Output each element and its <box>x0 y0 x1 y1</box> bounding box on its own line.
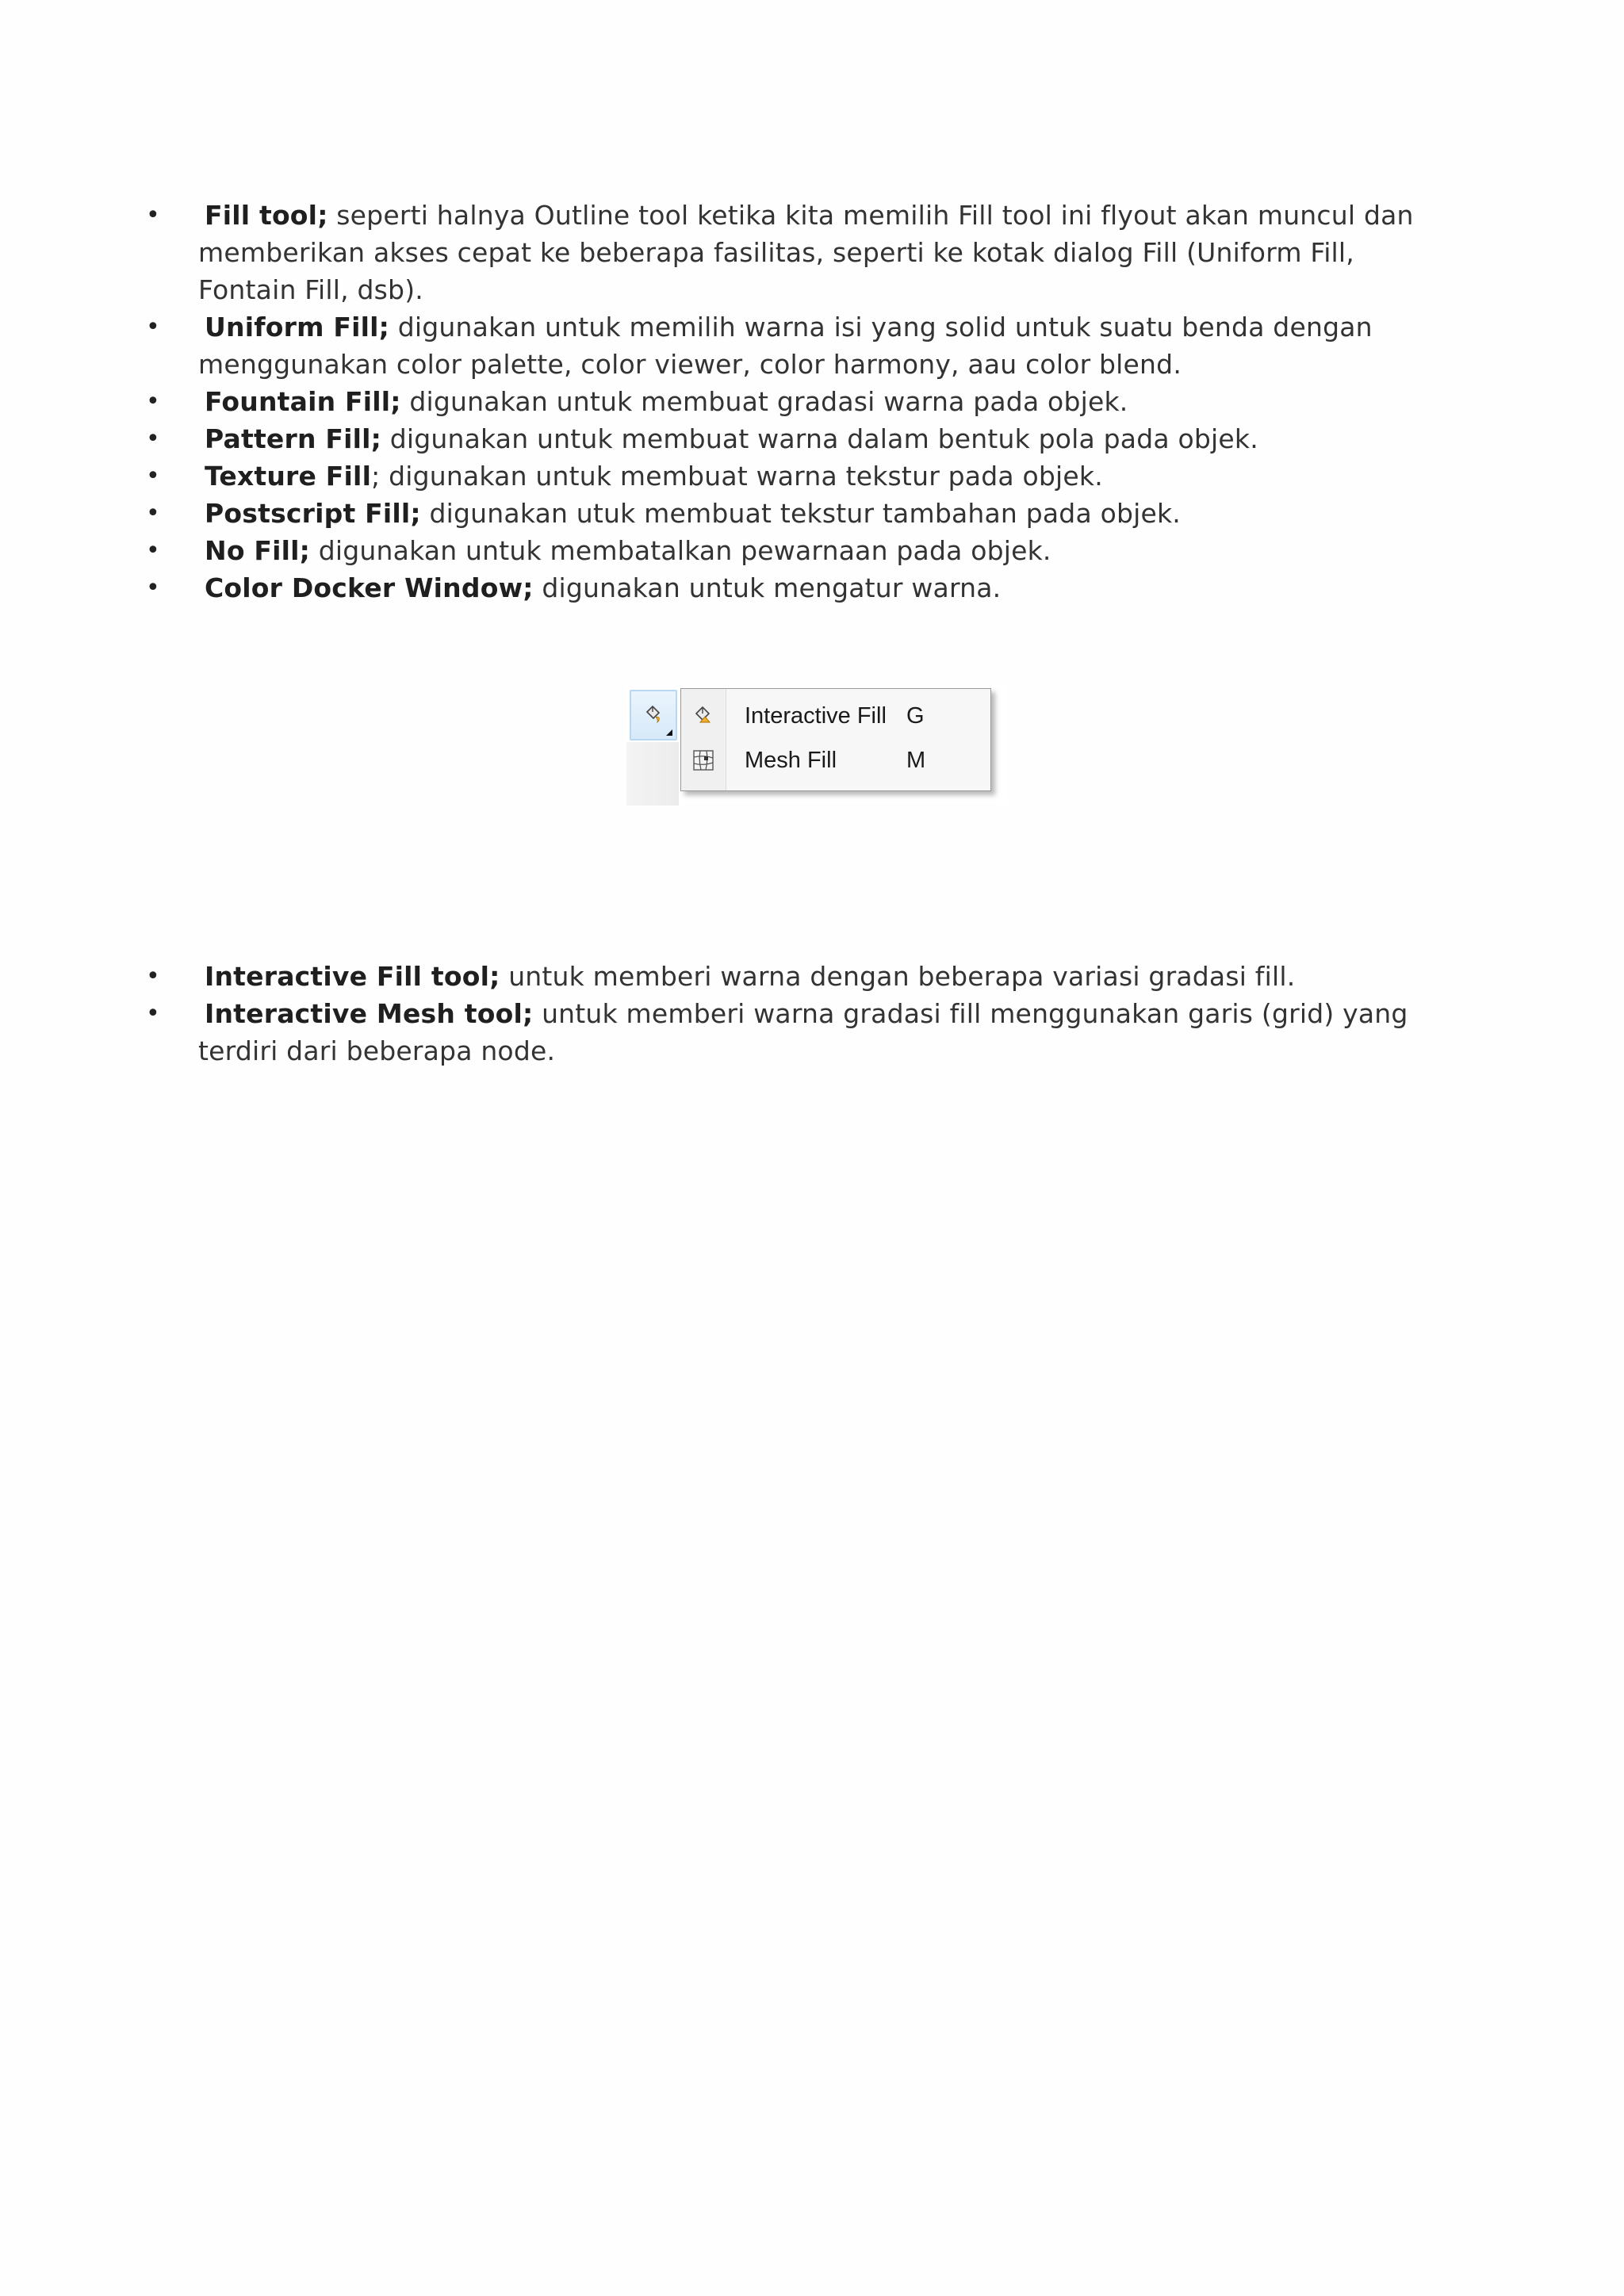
menu-item-shortcut: M <box>906 748 926 773</box>
list-item <box>143 532 1427 569</box>
fill-tool-button[interactable] <box>630 690 677 740</box>
item-term: Color Docker Window; <box>205 572 534 603</box>
bullet: • <box>146 425 160 453</box>
list-item <box>143 995 1427 1070</box>
toolbox-strip <box>626 742 679 806</box>
item-term: Postscript Fill; <box>205 498 421 529</box>
bullet: • <box>146 1000 160 1027</box>
fill-flyout-menu <box>680 688 991 791</box>
list-item <box>143 958 1427 995</box>
interactive-tools-list <box>143 958 1427 1070</box>
bullet: • <box>146 313 160 341</box>
item-description: seperti halnya Outline tool ketika kita memilih Fill tool ini flyout akan muncul dan memberikan akses cepat ke beberapa fasilitas, seperti ke kotak dialog Fill (Uniform Fill, Fontain Fill, dsb). <box>198 200 1414 305</box>
bullet: • <box>146 388 160 415</box>
bullet: • <box>146 537 160 564</box>
bullet: • <box>146 499 160 527</box>
list-item <box>143 569 1427 607</box>
item-description: untuk memberi warna gradasi fill menggunakan garis (grid) yang terdiri dari beberapa node. <box>198 998 1408 1066</box>
menu-item-interactive-fill[interactable] <box>681 694 990 738</box>
item-description: untuk memberi warna dengan beberapa variasi gradasi fill. <box>500 961 1296 992</box>
list-item <box>143 197 1427 308</box>
menu-item-label: Interactive Fill <box>745 703 887 729</box>
list-item <box>143 383 1427 420</box>
paint-bucket-icon <box>642 702 665 725</box>
item-description: digunakan untuk membuat gradasi warna pada objek. <box>400 386 1128 417</box>
list-item <box>143 420 1427 457</box>
item-term: Texture Fill <box>205 461 372 492</box>
menu-item-mesh-fill[interactable] <box>681 738 990 783</box>
item-term: Uniform Fill; <box>205 312 390 342</box>
item-term: Interactive Mesh tool; <box>205 998 534 1029</box>
item-description: digunakan utuk membuat tekstur tambahan pada objek. <box>420 498 1181 529</box>
item-description: ; digunakan untuk membuat warna tekstur pada objek. <box>371 461 1103 492</box>
item-term: Interactive Fill tool; <box>205 961 500 992</box>
menu-item-shortcut: G <box>906 703 925 729</box>
item-term: Fountain Fill; <box>205 386 401 417</box>
item-description: digunakan untuk membatalkan pewarnaan pada objek. <box>310 535 1051 566</box>
item-term: Fill tool; <box>205 200 328 231</box>
bullet: • <box>146 962 160 990</box>
bullet: • <box>146 462 160 490</box>
interactive-fill-icon <box>691 703 716 729</box>
mesh-fill-icon <box>691 748 716 773</box>
bullet: • <box>146 201 160 229</box>
flyout-indicator-icon <box>666 729 672 736</box>
list-item <box>143 308 1427 383</box>
bullet: • <box>146 574 160 602</box>
list-item <box>143 495 1427 532</box>
list-item <box>143 457 1427 495</box>
fill-tools-list <box>143 197 1427 607</box>
menu-item-label: Mesh Fill <box>745 748 837 773</box>
item-description: digunakan untuk mengatur warna. <box>533 572 1002 603</box>
item-term: Pattern Fill; <box>205 423 382 454</box>
fill-flyout-screenshot <box>626 683 1007 804</box>
item-description: digunakan untuk membuat warna dalam bentuk pola pada objek. <box>381 423 1258 454</box>
item-description: digunakan untuk memilih warna isi yang solid untuk suatu benda dengan menggunakan color palette, color viewer, color harmony, aau color blend. <box>198 312 1373 380</box>
item-term: No Fill; <box>205 535 311 566</box>
